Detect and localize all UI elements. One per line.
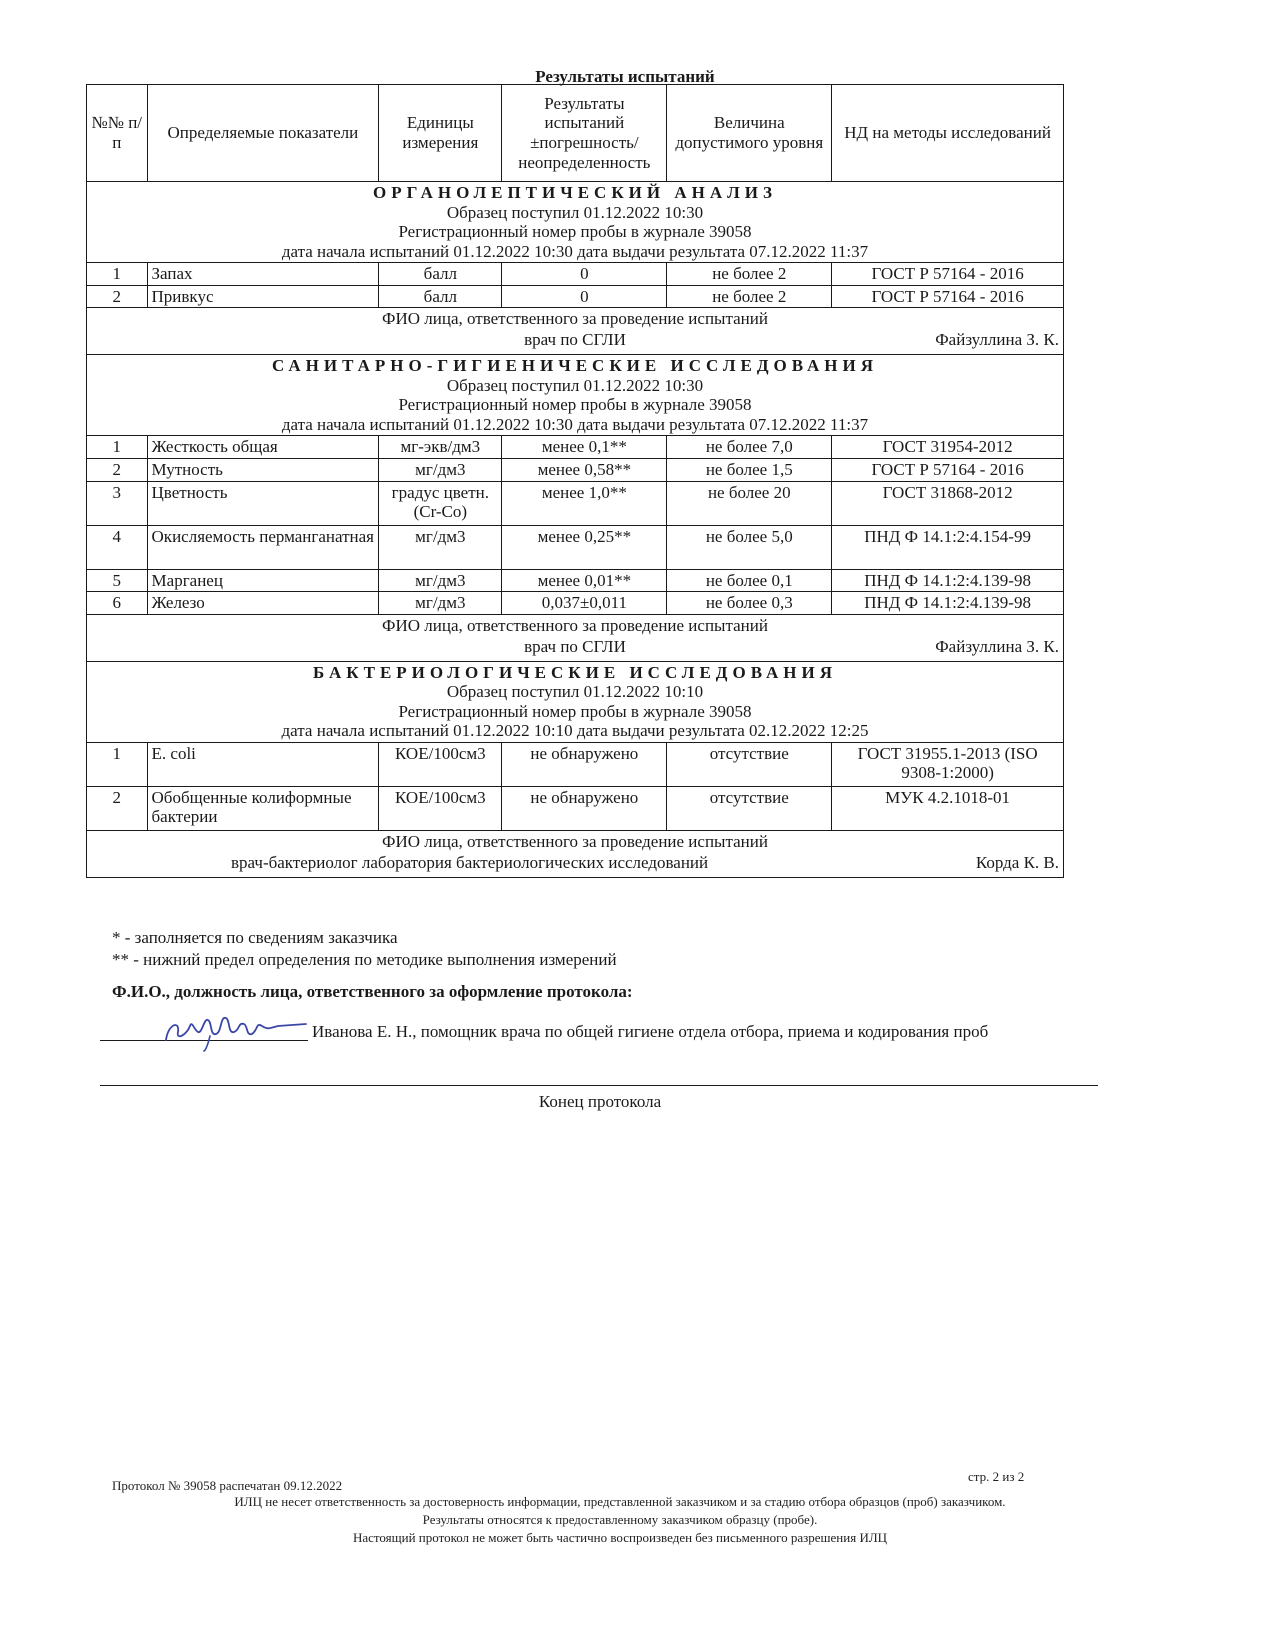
- result-cell: не обнаружено: [502, 786, 667, 830]
- unit-cell: КОЕ/100см3: [379, 786, 502, 830]
- table-row: [87, 569, 1064, 592]
- row-number: 3: [87, 481, 148, 525]
- registration-number: Регистрационный номер пробы в журнале 39058: [398, 395, 752, 415]
- header-result: Результаты испытаний ±погрешность/ неопределенность: [502, 85, 667, 182]
- section-header-cell: [87, 355, 1064, 436]
- method-cell: ГОСТ Р 57164 - 2016: [832, 459, 1064, 482]
- section-name: БАКТЕРИОЛОГИЧЕСКИЕ ИССЛЕДОВАНИЯ: [313, 662, 837, 682]
- registration-number: Регистрационный номер пробы в журнале 39058: [398, 701, 752, 721]
- result-cell: менее 0,1**: [502, 436, 667, 459]
- row-number: 1: [87, 436, 148, 459]
- unit-cell: мг/дм3: [379, 592, 502, 615]
- sample-received: Образец поступил 01.12.2022 10:30: [446, 375, 704, 395]
- responsible-name: Файзуллина З. К.: [935, 636, 1059, 656]
- indicator-name: Цветность: [147, 481, 379, 525]
- table-row: [87, 263, 1064, 286]
- footer-disclaimer-1: ИЛЦ не несет ответственность за достоверность информации, представленной заказчиком и за стадию отбора образцов (проб) заказчиком.: [234, 1494, 1006, 1509]
- method-cell: ГОСТ Р 57164 - 2016: [832, 263, 1064, 286]
- table-header-row: [87, 85, 1064, 182]
- header-method: НД на методы исследований: [832, 85, 1064, 182]
- header-number: №№ п/п: [87, 85, 148, 182]
- indicator-name: Окисляемость перманганатная: [147, 525, 379, 569]
- unit-cell: балл: [379, 263, 502, 286]
- responsible-block: [91, 616, 1059, 660]
- indicator-name: E. coli: [147, 742, 379, 786]
- results-title: Результаты испытаний: [535, 67, 715, 86]
- indicator-name: Обобщенные колиформные бактерии: [147, 786, 379, 830]
- test-dates: дата начала испытаний 01.12.2022 10:10 дата выдачи результата 02.12.2022 12:25: [281, 721, 869, 741]
- limit-cell: не более 5,0: [667, 525, 832, 569]
- responsible-row: [87, 614, 1064, 661]
- responsible-position: врач по СГЛИ: [524, 636, 626, 656]
- method-cell: МУК 4.2.1018-01: [832, 786, 1064, 830]
- table-row: [87, 742, 1064, 786]
- method-cell: ГОСТ 31868-2012: [832, 481, 1064, 525]
- row-number: 2: [87, 285, 148, 308]
- responsible-cell: [87, 830, 1064, 877]
- limit-cell: не более 2: [667, 263, 832, 286]
- footnote-customer: * - заполняется по сведениям заказчика: [112, 928, 398, 947]
- unit-cell: градус цветн.(Cr-Co): [379, 481, 502, 525]
- sample-received: Образец поступил 01.12.2022 10:30: [446, 202, 704, 222]
- method-cell: ПНД Ф 14.1:2:4.154-99: [832, 525, 1064, 569]
- end-of-protocol: Конец протокола: [538, 1092, 662, 1111]
- result-cell: менее 0,58**: [502, 459, 667, 482]
- responsible-name: Корда К. В.: [975, 852, 1059, 872]
- limit-cell: отсутствие: [667, 742, 832, 786]
- footer-protocol-info: Протокол № 39058 распечатан 09.12.2022: [112, 1478, 343, 1493]
- header-limit: Величина допустимого уровня: [667, 85, 832, 182]
- indicator-name: Железо: [147, 592, 379, 615]
- result-cell: менее 0,01**: [502, 569, 667, 592]
- result-cell: не обнаружено: [502, 742, 667, 786]
- method-cell: ГОСТ 31954-2012: [832, 436, 1064, 459]
- limit-cell: не более 0,3: [667, 592, 832, 615]
- responsible-row: [87, 308, 1064, 355]
- table-row: [87, 481, 1064, 525]
- row-number: 6: [87, 592, 148, 615]
- result-cell: 0: [502, 285, 667, 308]
- indicator-name: Привкус: [147, 285, 379, 308]
- responsible-label: ФИО лица, ответственного за проведение испытаний: [382, 615, 768, 635]
- handwritten-signature: [158, 1006, 308, 1052]
- unit-cell: балл: [379, 285, 502, 308]
- results-table: [86, 84, 1064, 878]
- row-number: 2: [87, 786, 148, 830]
- test-dates: дата начала испытаний 01.12.2022 10:30 дата выдачи результата 07.12.2022 11:37: [281, 241, 869, 261]
- table-body: [87, 182, 1064, 878]
- unit-cell: КОЕ/100см3: [379, 742, 502, 786]
- section-header: [87, 182, 1064, 263]
- limit-cell: не более 20: [667, 481, 832, 525]
- limit-cell: не более 2: [667, 285, 832, 308]
- row-number: 4: [87, 525, 148, 569]
- footer-disclaimer-3: Настоящий протокол не может быть частично воспроизведен без письменного разрешения ИЛЦ: [352, 1530, 888, 1545]
- table-row: [87, 459, 1064, 482]
- responsible-name: Файзуллина З. К.: [935, 330, 1059, 350]
- method-cell: ГОСТ Р 57164 - 2016: [832, 285, 1064, 308]
- limit-cell: отсутствие: [667, 786, 832, 830]
- footnotes: [112, 927, 617, 971]
- row-number: 5: [87, 569, 148, 592]
- responsible-row: [87, 830, 1064, 877]
- row-number: 2: [87, 459, 148, 482]
- section-header-cell: [87, 182, 1064, 263]
- indicator-name: Жесткость общая: [147, 436, 379, 459]
- method-cell: ГОСТ 31955.1-2013 (ISO 9308-1:2000): [832, 742, 1064, 786]
- responsible-block: [91, 832, 1059, 876]
- responsible-position: врач по СГЛИ: [524, 330, 626, 350]
- row-number: 1: [87, 263, 148, 286]
- method-cell: ПНД Ф 14.1:2:4.139-98: [832, 592, 1064, 615]
- unit-cell: мг/дм3: [379, 459, 502, 482]
- section-name: ОРГАНОЛЕПТИЧЕСКИЙ АНАЛИЗ: [373, 183, 777, 202]
- table-row: [87, 436, 1064, 459]
- table-row: [87, 285, 1064, 308]
- sample-received: Образец поступил 01.12.2022 10:10: [446, 682, 704, 702]
- header-indicator: Определяемые показатели: [147, 85, 379, 182]
- responsible-label: ФИО лица, ответственного за проведение испытаний: [382, 309, 768, 329]
- table-row: [87, 592, 1064, 615]
- table-row: [87, 786, 1064, 830]
- indicator-name: Мутность: [147, 459, 379, 482]
- result-cell: менее 1,0**: [502, 481, 667, 525]
- result-cell: 0,037±0,011: [502, 592, 667, 615]
- indicator-name: Марганец: [147, 569, 379, 592]
- result-cell: менее 0,25**: [502, 525, 667, 569]
- section-header-cell: [87, 661, 1064, 742]
- limit-cell: не более 1,5: [667, 459, 832, 482]
- footnote-lower-limit: ** - нижний предел определения по методике выполнения измерений: [112, 949, 617, 969]
- indicator-name: Запах: [147, 263, 379, 286]
- protocol-author-label: Ф.И.О., должность лица, ответственного за оформление протокола:: [112, 982, 633, 1001]
- header-unit: Единицы измерения: [379, 85, 502, 182]
- unit-cell: мг-экв/дм3: [379, 436, 502, 459]
- test-dates: дата начала испытаний 01.12.2022 10:30 дата выдачи результата 07.12.2022 11:37: [281, 414, 869, 434]
- unit-cell: мг/дм3: [379, 525, 502, 569]
- responsible-cell: [87, 614, 1064, 661]
- end-divider: [100, 1085, 1098, 1086]
- limit-cell: не более 7,0: [667, 436, 832, 459]
- limit-cell: не более 0,1: [667, 569, 832, 592]
- section-header: [87, 661, 1064, 742]
- footer-disclaimer-2: Результаты относятся к предоставленному заказчиком образцу (пробе).: [422, 1512, 818, 1527]
- method-cell: ПНД Ф 14.1:2:4.139-98: [832, 569, 1064, 592]
- row-number: 1: [87, 742, 148, 786]
- responsible-label: ФИО лица, ответственного за проведение испытаний: [382, 831, 768, 851]
- responsible-position: врач-бактериолог лаборатория бактериологических исследований: [231, 852, 709, 872]
- footer-page-number: стр. 2 из 2: [968, 1469, 1025, 1484]
- result-cell: 0: [502, 263, 667, 286]
- responsible-cell: [87, 308, 1064, 355]
- unit-cell: мг/дм3: [379, 569, 502, 592]
- responsible-block: [91, 309, 1059, 353]
- table-row: [87, 525, 1064, 569]
- protocol-author: Иванова Е. Н., помощник врача по общей гигиене отдела отбора, приема и кодирования проб: [312, 1022, 989, 1041]
- section-name: САНИТАРНО-ГИГИЕНИЧЕСКИЕ ИССЛЕДОВАНИЯ: [271, 356, 879, 376]
- registration-number: Регистрационный номер пробы в журнале 39058: [398, 222, 752, 242]
- section-header: [87, 355, 1064, 436]
- signature-row: [100, 1010, 1100, 1050]
